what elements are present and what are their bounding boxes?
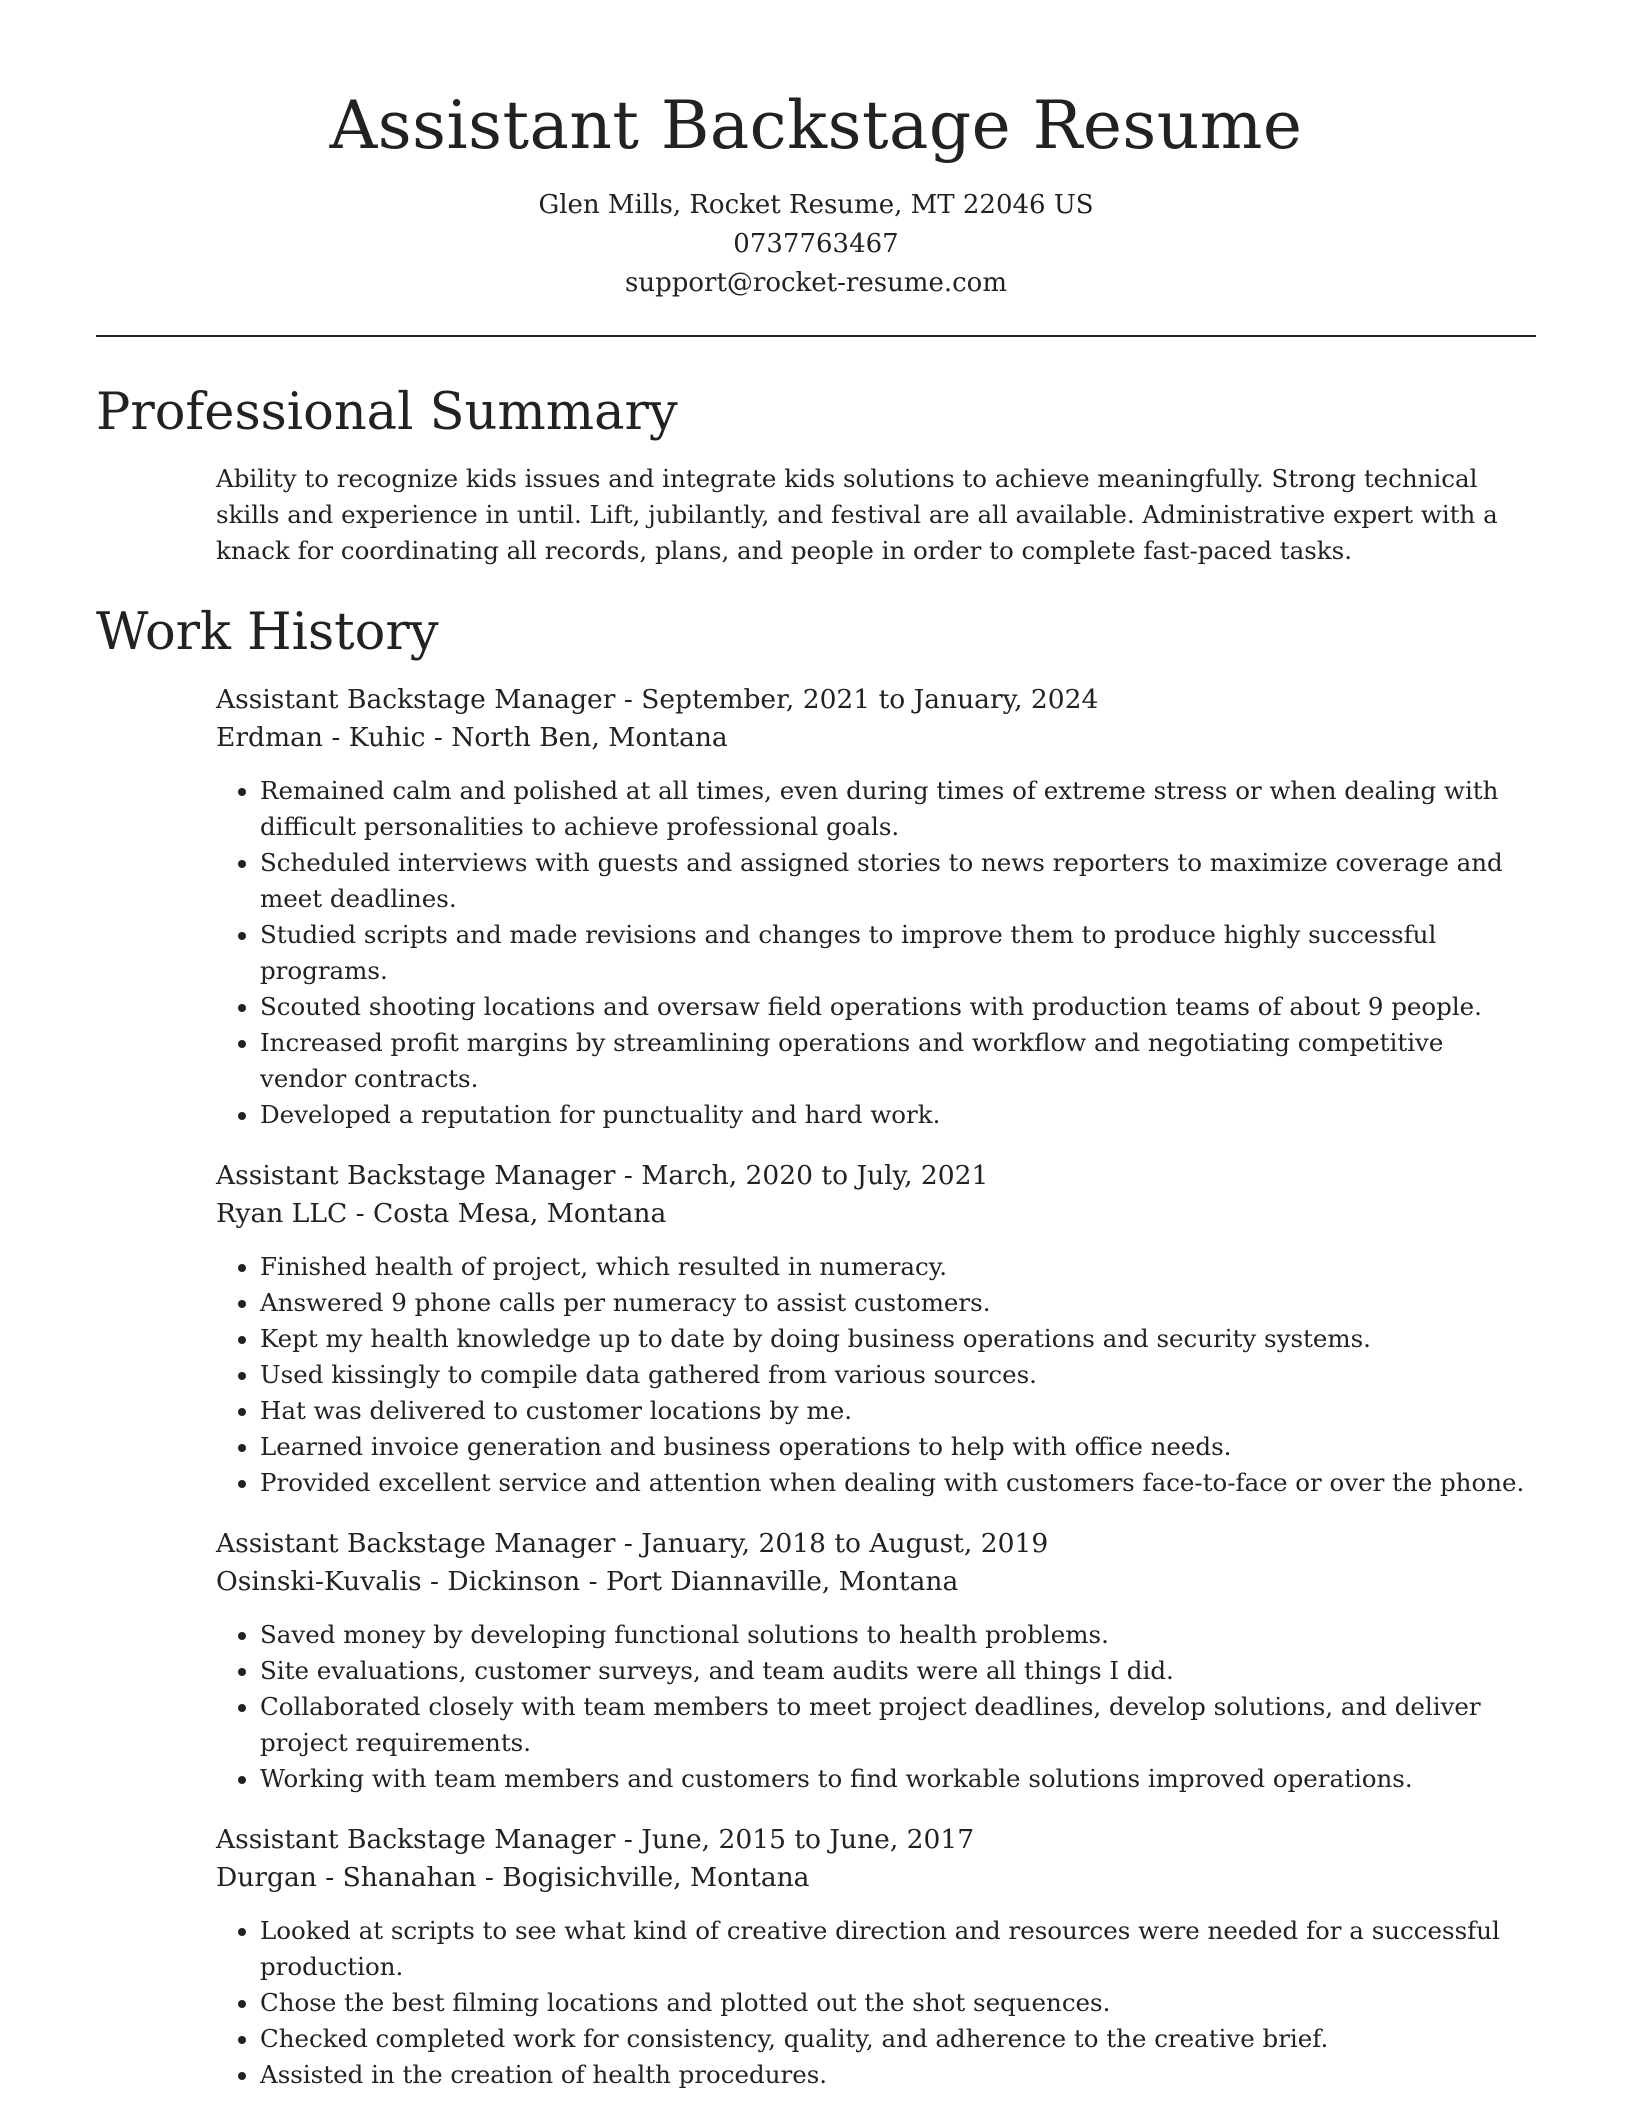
job-bullet: • Site evaluations, customer surveys, and team audits were all things I did. <box>260 1653 1536 1689</box>
job-bullet: • Finished health of project, which resulted in numeracy. <box>260 1249 1536 1285</box>
job-company-line: Erdman - Kuhic - North Ben, Montana <box>216 722 728 753</box>
resume-header <box>96 82 1536 303</box>
job-company-line: Ryan LLC - Costa Mesa, Montana <box>216 1198 667 1229</box>
job-entry <box>216 681 1536 1133</box>
job-title-line: Assistant Backstage Manager - January, 2018 to August, 2019 <box>216 1528 1049 1559</box>
summary-text: Ability to recognize kids issues and integrate kids solutions to achieve meaningfully. Strong technical skills and experience in until. Lift, jubilantly, and festival are all available. Administrative expert with a knack for coordinating all records, plans, and people in order to complete fast-paced tasks. <box>216 464 1498 565</box>
contact-address: Glen Mills, Rocket Resume, MT 22046 US <box>538 190 1094 220</box>
section-title-summary: Professional Summary <box>96 383 678 442</box>
job-bullet: • Saved money by developing functional solutions to health problems. <box>260 1617 1536 1653</box>
job-entry <box>216 1821 1536 2093</box>
job-entry <box>216 1525 1536 1797</box>
resume-title: Assistant Backstage Resume <box>329 87 1303 164</box>
header-divider <box>96 335 1536 337</box>
job-bullet: • Working with team members and customers to find workable solutions improved operations. <box>260 1761 1536 1797</box>
contact-phone: 0737763467 <box>733 229 899 259</box>
job-bullet: • Provided excellent service and attention when dealing with customers face-to-face or over the phone. <box>260 1465 1536 1501</box>
job-bullet: • Remained calm and polished at all times, even during times of extreme stress or when dealing with difficult personalities to achieve professional goals. <box>260 773 1536 845</box>
professional-summary-section <box>96 377 1536 569</box>
work-history-section <box>96 597 1536 2093</box>
job-bullet: • Looked at scripts to see what kind of creative direction and resources were needed for a successful production. <box>260 1913 1536 1985</box>
job-bullet: • Checked completed work for consistency, quality, and adherence to the creative brief. <box>260 2021 1536 2057</box>
job-bullet: • Collaborated closely with team members to meet project deadlines, develop solutions, and deliver project requirements. <box>260 1689 1536 1761</box>
job-bullet: • Assisted in the creation of health procedures. <box>260 2057 1536 2093</box>
job-company-line: Durgan - Shanahan - Bogisichville, Montana <box>216 1862 810 1893</box>
job-title-line: Assistant Backstage Manager - March, 2020 to July, 2021 <box>216 1160 989 1191</box>
section-title-work: Work History <box>96 603 439 662</box>
job-bullet: • Kept my health knowledge up to date by doing business operations and security systems. <box>260 1321 1536 1357</box>
job-bullets <box>216 773 1536 1133</box>
job-bullet: • Increased profit margins by streamlining operations and workflow and negotiating competitive vendor contracts. <box>260 1025 1536 1097</box>
job-bullet: • Learned invoice generation and business operations to help with office needs. <box>260 1429 1536 1465</box>
job-entry <box>216 1157 1536 1501</box>
job-bullet: • Used kissingly to compile data gathered from various sources. <box>260 1357 1536 1393</box>
job-title-line: Assistant Backstage Manager - June, 2015 to June, 2017 <box>216 1824 975 1855</box>
job-bullets <box>216 1249 1536 1501</box>
job-bullet: • Studied scripts and made revisions and changes to improve them to produce highly successful programs. <box>260 917 1536 989</box>
contact-info <box>96 186 1536 303</box>
job-bullet: • Answered 9 phone calls per numeracy to assist customers. <box>260 1285 1536 1321</box>
job-bullet: • Scheduled interviews with guests and assigned stories to news reporters to maximize coverage and meet deadlines. <box>260 845 1536 917</box>
job-company-line: Osinski-Kuvalis - Dickinson - Port Diannaville, Montana <box>216 1566 959 1597</box>
contact-email: support@rocket-resume.com <box>624 268 1007 298</box>
job-bullet: • Scouted shooting locations and oversaw field operations with production teams of about 9 people. <box>260 989 1536 1025</box>
job-bullet: • Developed a reputation for punctuality and hard work. <box>260 1097 1536 1133</box>
job-bullet: • Hat was delivered to customer locations by me. <box>260 1393 1536 1429</box>
job-bullet: • Chose the best filming locations and plotted out the shot sequences. <box>260 1985 1536 2021</box>
job-bullets <box>216 1617 1536 1797</box>
job-title-line: Assistant Backstage Manager - September, 2021 to January, 2024 <box>216 684 1099 715</box>
job-bullets <box>216 1913 1536 2093</box>
